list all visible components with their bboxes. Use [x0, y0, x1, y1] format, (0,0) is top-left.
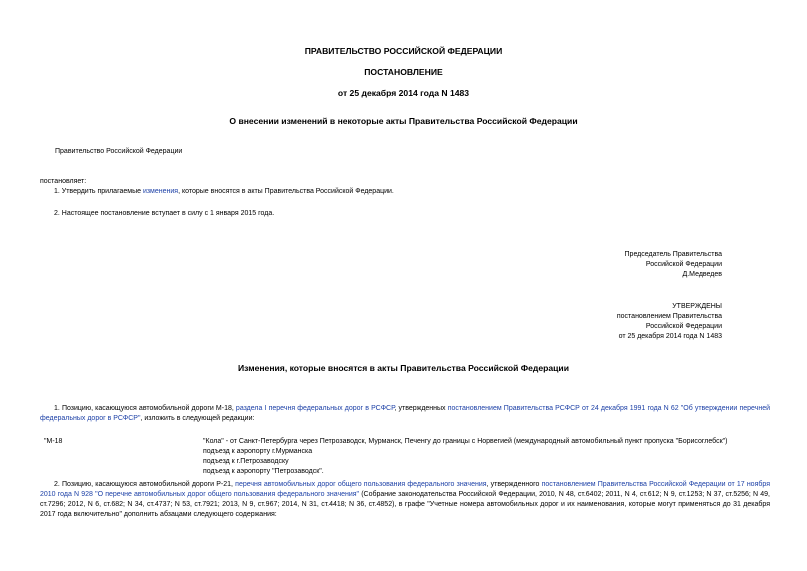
- document-type: ПОСТАНОВЛЕНИЕ: [364, 67, 443, 77]
- p1-text-c: , изложить в следующей редакции:: [140, 415, 255, 422]
- approval-line-3: Российской Федерации: [645, 323, 722, 330]
- item-2: 2. Настоящее постановление вступает в силу с 1 января 2015 года.: [54, 210, 275, 217]
- changes-link[interactable]: изменения: [142, 188, 179, 195]
- decree-word: постановляет:: [40, 178, 87, 185]
- approval-line-2: постановлением Правительства: [616, 313, 722, 320]
- approval-heading: УТВЕРЖДЕНЫ: [672, 303, 722, 310]
- rf-resolution-928-link[interactable]: постановлением Правительства Российской Федерации от 17 ноября 2010 года N 928 "О перечне автомобильных дорог общего пользования федерального значения": [40, 481, 770, 498]
- rsfsr-resolution-link[interactable]: постановлением Правительства РСФСР от 24 декабря 1991 года N 62 "Об утверждении перечней федеральных дорог в РСФСР": [40, 405, 770, 422]
- road-line-2: подъезд к аэропорту г.Мурманска: [203, 448, 313, 455]
- federal-roads-list-link[interactable]: перечня автомобильных дорог общего пользования федерального значения: [235, 481, 487, 488]
- issuer: Правительство Российской Федерации: [55, 148, 183, 155]
- changes-paragraph-2: [40, 480, 770, 520]
- item-1-post: , которые вносятся в акты Правительства Российской Федерации.: [178, 188, 394, 195]
- p2-text-c: (Собрание законодательства Российской Федерации, 2010, N 48, ст.6402; 2011, N 4, ст.612; N 9, ст.1253; N 37, ст.5256; N 49, ст.7296; 2012, N 6, ст.682; N 34, ст.4737; N 53, ст.7921; 2013, N 9, ст.967; 2014, N 31, ст.4418; N 36, ст.4852), в графе "Учетные номера автомобильных дорог и их наименования, которые могут применяться до 31 декабря 2017 года включительно" дополнить абзацами следующего содержания:: [40, 491, 771, 518]
- item-1-pre: 1. Утвердить прилагаемые: [54, 188, 143, 195]
- document-title: О внесении изменений в некоторые акты Правительства Российской Федерации: [229, 116, 578, 126]
- item-1: [54, 187, 394, 197]
- government-heading: ПРАВИТЕЛЬСТВО РОССИЙСКОЙ ФЕДЕРАЦИИ: [304, 46, 503, 56]
- signature-name: Д.Медведев: [682, 271, 722, 278]
- p1-text-b: , утвержденных: [394, 405, 448, 412]
- approval-line-4: от 25 декабря 2014 года N 1483: [618, 333, 722, 340]
- road-line-1: "Кола" - от Санкт-Петербурга через Петрозаводск, Мурманск, Печенгу до границы с Норвегией (международный автомобильный пункт пропуска "Борисоглебск"): [203, 438, 728, 445]
- p2-text-b: , утвержденного: [486, 481, 542, 488]
- p2-text-a: 2. Позицию, касающуюся автомобильной дороги Р-21,: [54, 481, 236, 488]
- changes-title: Изменения, которые вносятся в акты Правительства Российской Федерации: [237, 363, 569, 373]
- changes-paragraph-1: [40, 404, 770, 424]
- document-date-number: от 25 декабря 2014 года N 1483: [337, 88, 470, 98]
- federal-roads-section-link[interactable]: раздела I перечня федеральных дорог в РСФСР: [235, 405, 395, 412]
- p1-text-a: 1. Позицию, касающуюся автомобильной дороги М-18,: [54, 405, 236, 412]
- road-code: "М-18: [44, 438, 63, 445]
- signature-position-1: Председатель Правительства: [624, 251, 722, 258]
- road-line-3: подъезд к г.Петрозаводску: [203, 458, 289, 465]
- road-line-4: подъезд к аэропорту "Петрозаводск".: [203, 468, 324, 475]
- signature-position-2: Российской Федерации: [645, 261, 722, 268]
